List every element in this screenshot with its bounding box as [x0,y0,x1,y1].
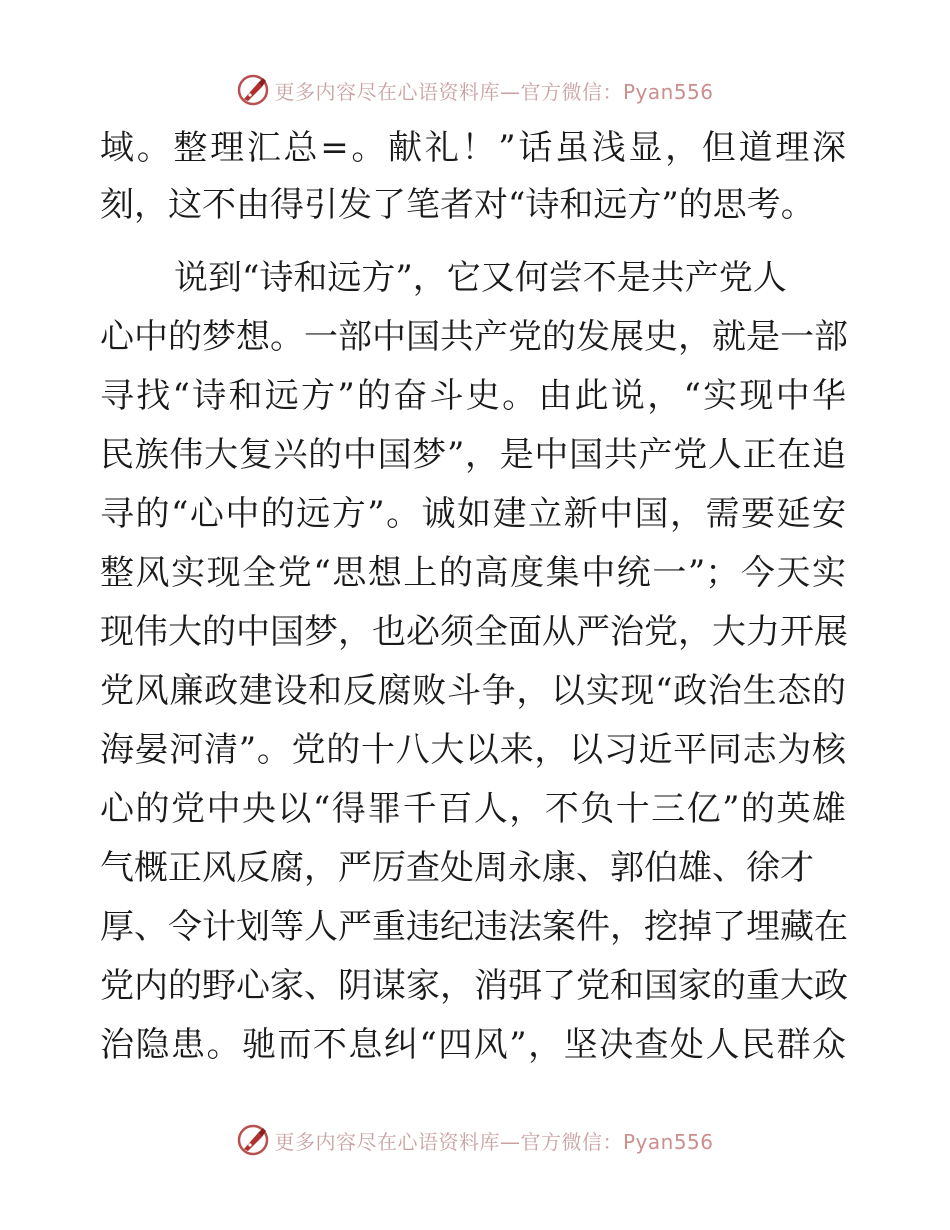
pen-nib-circle-icon [236,73,270,107]
footer-wechat-handle: Pyan556 [622,1129,714,1154]
pen-nib-circle-icon [236,1123,270,1157]
footer-promo-text: 更多内容尽在心语资料库—官方微信：Pyan556 [274,1129,714,1154]
body-line-6: 民族伟大复兴的中国梦”，是中国共产党人正在追 [100,435,846,475]
body-line-12: 心的党中央以“得罪千百人，不负十三亿”的英雄 [100,789,846,829]
body-line-5: 寻找“诗和远方”的奋斗史。由此说，“实现中华 [100,376,846,416]
body-line-16: 治隐患。驰而不息纠“四风”，坚决查处人民群众 [100,1025,846,1065]
header-promo-text: 更多内容尽在心语资料库—官方微信：Pyan556 [274,79,714,104]
body-line-3-paragraph-start: 说到“诗和远方”，它又何尝不是共产党人 [174,258,787,298]
body-line-7: 寻的“心中的远方”。诚如建立新中国，需要延安 [100,494,846,534]
body-line-10: 党风廉政建设和反腐败斗争，以实现“政治生态的 [100,671,846,711]
header-wechat-handle: Pyan556 [622,79,714,104]
body-line-14: 厚、令计划等人严重违纪违法案件，挖掉了埋藏在 [100,907,848,947]
header-banner [0,70,950,110]
body-line-4: 心中的梦想。一部中国共产党的发展史，就是一部 [100,317,848,357]
body-line-2: 刻，这不由得引发了笔者对“诗和远方”的思考。 [100,185,815,225]
body-line-1: 域。整理汇总=。献礼！”话虽浅显，但道理深 [100,128,846,168]
body-line-8: 整风实现全党“思想上的高度集中统一”；今天实 [100,553,846,593]
footer-banner [0,1120,950,1160]
body-line-9: 现伟大的中国梦，也必须全面从严治党，大力开展 [100,612,848,652]
body-line-13: 气概正风反腐，严厉查处周永康、郭伯雄、徐才 [100,848,814,888]
body-line-11: 海晏河清”。党的十八大以来，以习近平同志为核 [100,730,846,770]
body-line-15: 党内的野心家、阴谋家，消弭了党和国家的重大政 [100,966,848,1006]
